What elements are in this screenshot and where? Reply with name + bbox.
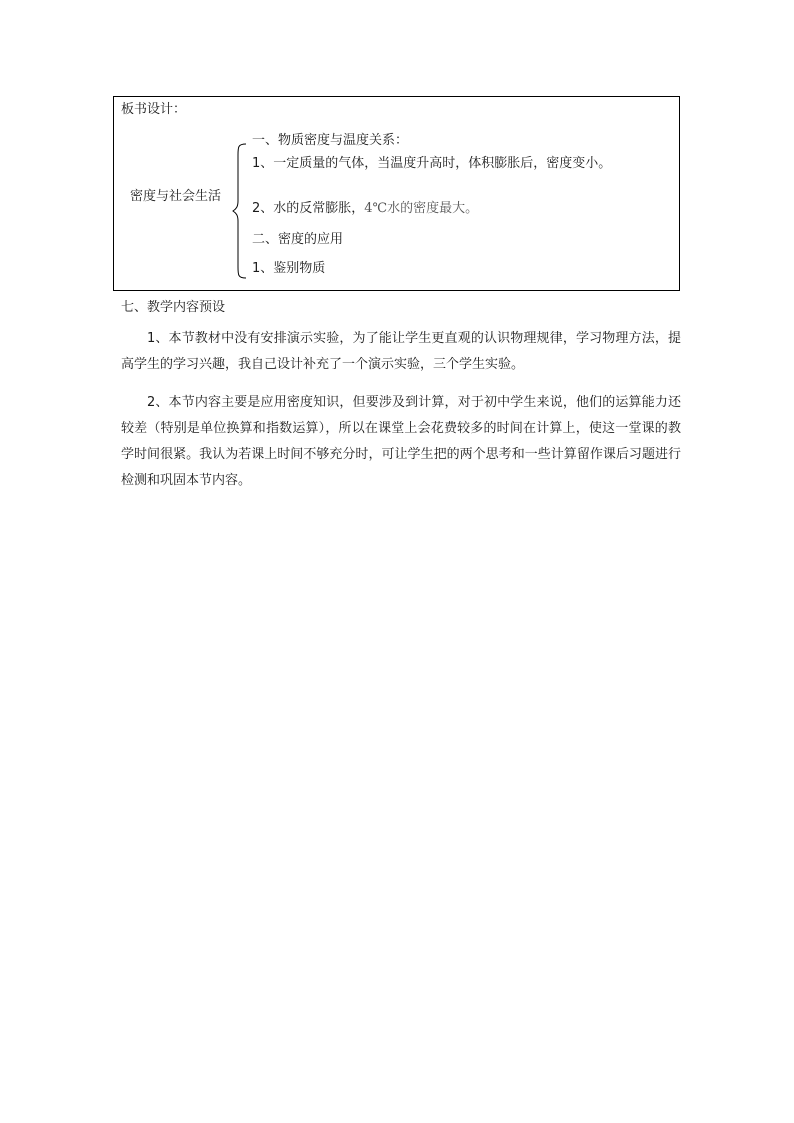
board-design-box	[113, 96, 680, 291]
paragraph-2: 2、本节内容主要是应用密度知识，但要涉及到计算，对于初中学生来说，他们的运算能力还较差（特别是单位换算和指数运算），所以在课堂上会花费较多的时间在计算上，使这一堂课的教学时间很紧。我认为若课上时间不够充分时，可让学生把的两个思考和一些计算留作课后习题进行检测和巩固本节内容。	[121, 395, 681, 488]
board-design-heading: 板书设计：	[121, 102, 187, 117]
board-topic-label: 密度与社会生活	[130, 189, 222, 204]
section-title: 七、教学内容预设	[121, 300, 226, 315]
board-line-identify-substance: 1、鉴别物质	[252, 261, 326, 276]
left-brace-icon	[232, 143, 248, 279]
paragraph-1: 1、本节教材中没有安排演示实验，为了能让学生更直观的认识物理规律，学习物理方法，提高学生的学习兴趣，我自己设计补充了一个演示实验，三个学生实验。	[121, 331, 681, 372]
board-line-density-application: 二、密度的应用	[252, 232, 344, 247]
board-line-gas-expansion: 1、一定质量的气体，当温度升高时，体积膨胀后，密度变小。	[252, 156, 612, 171]
water-anomaly-suffix: 4℃水的密度最大。	[364, 201, 479, 216]
board-line-water-anomaly	[252, 200, 478, 218]
water-anomaly-prefix: 2、水的反常膨胀，	[252, 201, 365, 216]
board-line-density-temperature: 一、物质密度与温度关系：	[252, 133, 409, 148]
